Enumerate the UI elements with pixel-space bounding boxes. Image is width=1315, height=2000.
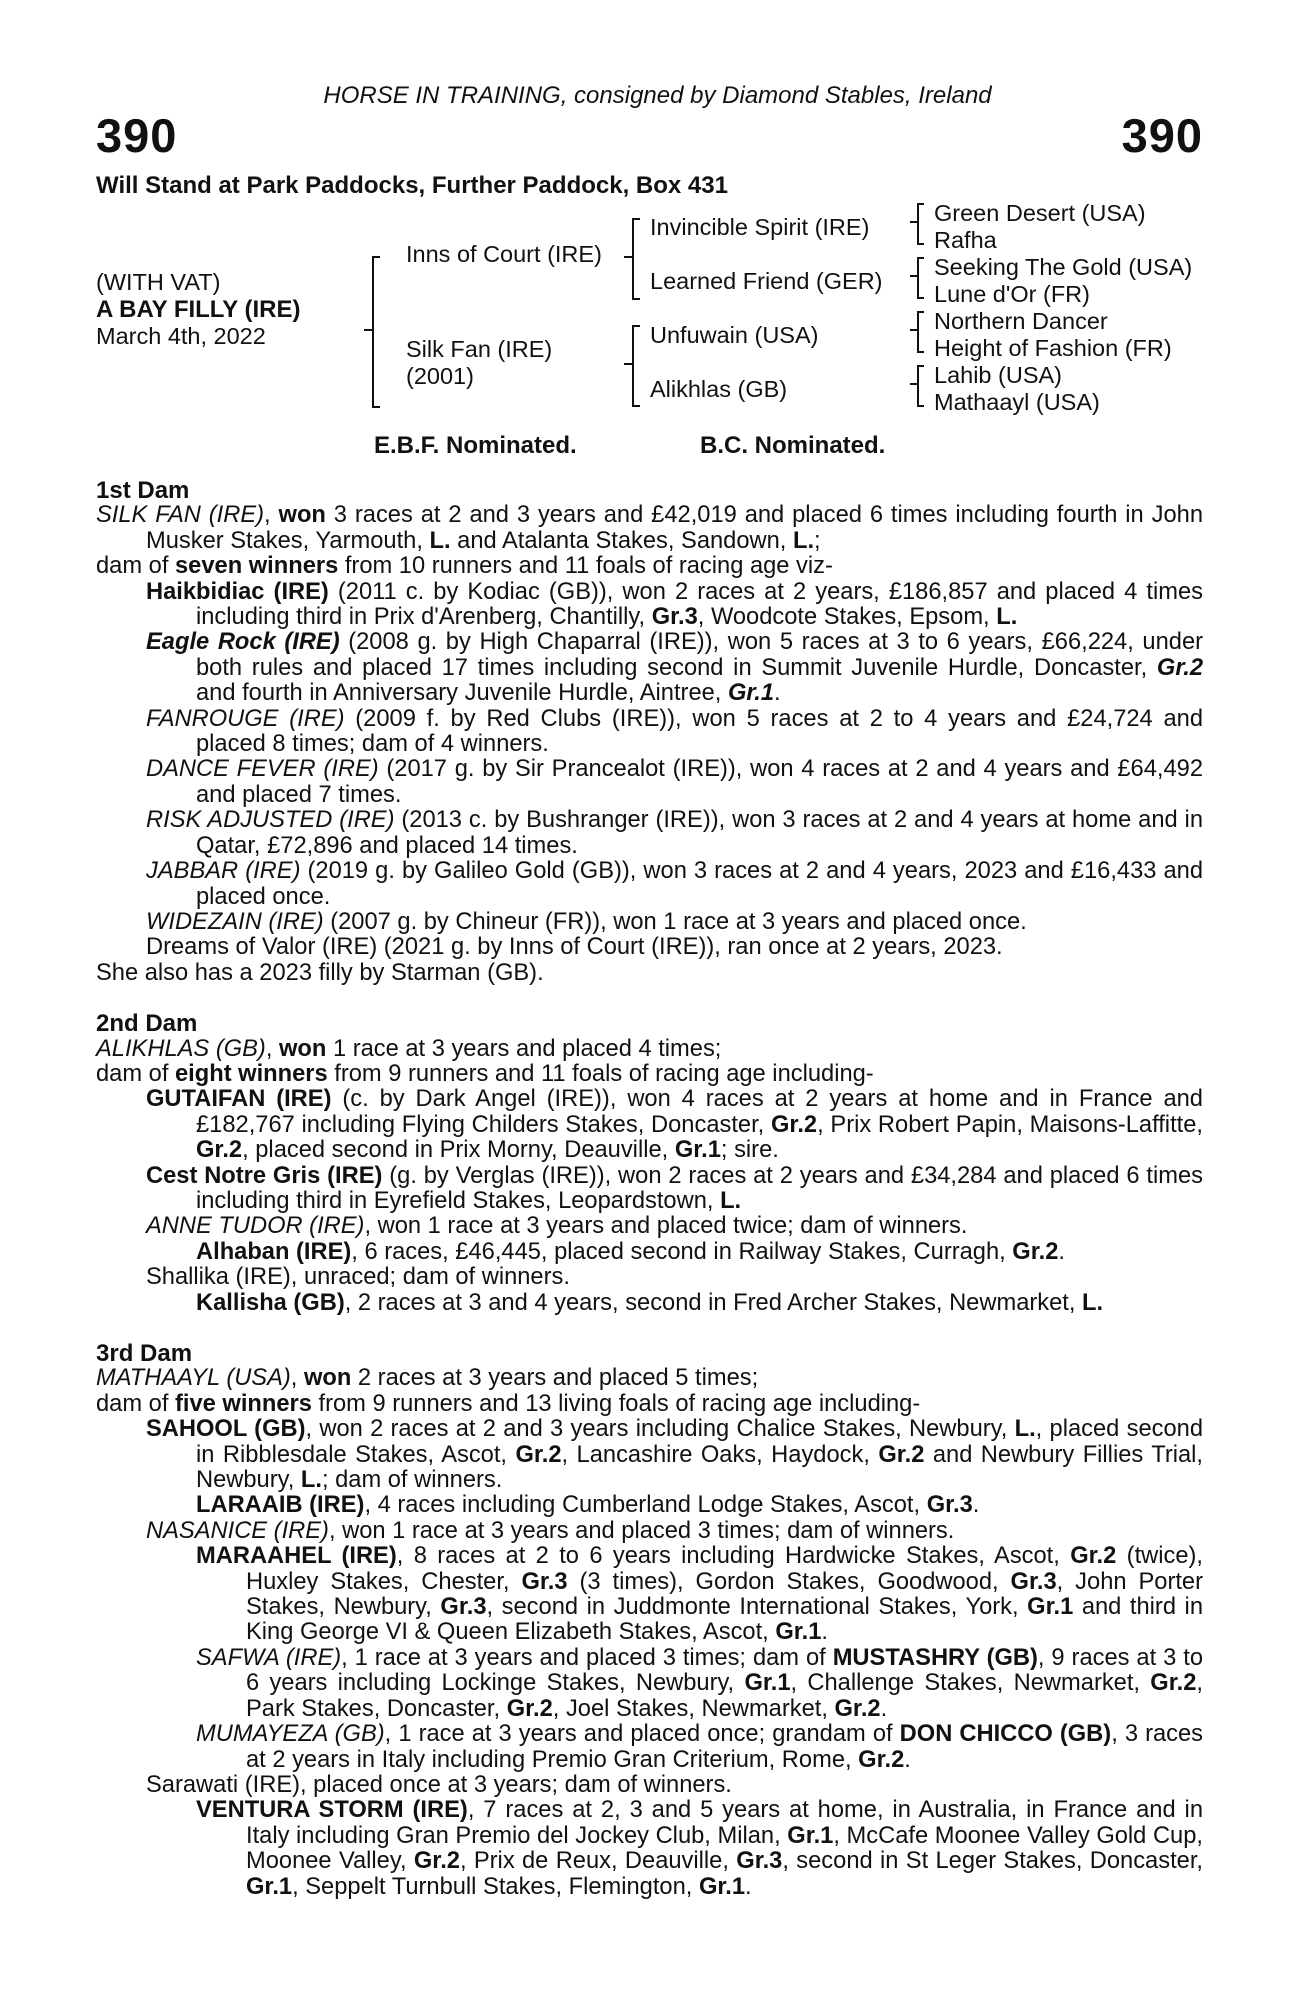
produce-laraaib: LARAAIB (IRE), 4 races including Cumberland Lodge Stakes, Ascot, Gr.3. — [196, 1492, 980, 1519]
pedigree-bracket-sire-tip — [624, 256, 632, 258]
pedigree-bracket-main-tip — [364, 329, 372, 331]
pedigree-gg6: Height of Fashion (FR) — [934, 335, 1172, 361]
produce-fanrouge: FANROUGE (IRE) (2009 f. by Red Clubs (IRE)), won 5 races at 2 to 4 years and £24,724 and placed 8 times; dam of 4 winners. — [146, 705, 1204, 758]
pedigree-dam-year: (2001) — [406, 363, 474, 389]
pedigree-dam-dam: Alikhlas (GB) — [650, 376, 788, 402]
produce-record — [96, 478, 1203, 1900]
produce-safwa: SAFWA (IRE), 1 race at 3 years and placed 3 times; dam of MUSTASHRY (GB), 9 races at 3 to 6 years including Lockinge Stakes, Newbury, Gr.1, Challenge Stakes, Newmarket, Gr.2, Park Stakes, Doncaster, Gr.2, Joel Stakes, Newmarket, Gr.2. — [196, 1644, 1203, 1722]
produce-sarawati: Sarawati (IRE), placed once at 3 years; dam of winners. — [146, 1771, 732, 1798]
second-dam-heading: 2nd Dam — [96, 1010, 198, 1038]
pedigree-bracket-g2-tip — [910, 275, 917, 277]
pedigree-gg8: Mathaayl (USA) — [934, 389, 1100, 415]
produce-cest-notre-gris: Cest Notre Gris (IRE) (g. by Verglas (IRE)), won 2 races at 2 years and £34,284 and placed 6 times including third in Eyrefield Stakes, Leopardstown, L. — [146, 1162, 1203, 1214]
first-dam-summary: dam of seven winners from 10 runners and 11 foals of racing age viz- — [96, 553, 833, 580]
produce-nasanice: NASANICE (IRE), won 1 race at 3 years and placed 3 times; dam of winners. — [146, 1517, 955, 1544]
pedigree-gg3: Seeking The Gold (USA) — [934, 254, 1193, 280]
produce-anne-tudor: ANNE TUDOR (IRE), won 1 race at 3 years and placed twice; dam of winners. — [146, 1213, 968, 1240]
third-dam-heading: 3rd Dam — [96, 1340, 193, 1367]
produce-maraahel: MARAAHEL (IRE), 8 races at 2 to 6 years including Hardwicke Stakes, Ascot, Gr.2 (twice), Huxley Stakes, Chester, Gr.3 (3 times), Gordon Stakes, Goodwood, Gr.3, John Porter Stakes, Newbury, Gr.3, second in Juddmonte International Stakes, York, Gr.1 and third in King George VI & Queen Elizabeth Stakes, Ascot, Gr.1. — [196, 1543, 1204, 1646]
pedigree-bracket-dam — [632, 325, 640, 407]
pedigree-bracket-g3-tip — [910, 329, 917, 331]
pedigree-bracket-main — [372, 256, 380, 408]
produce-gutaifan: GUTAIFAN (IRE) (c. by Dark Angel (IRE)), won 4 races at 2 years at home and in France and £182,767 including Flying Childers Stakes, Doncaster, Gr.2, Prix Robert Papin, Maisons-Laffitte, Gr.2, placed second in Prix Morny, Deauville, Gr.1; sire. — [146, 1086, 1203, 1164]
produce-kallisha: Kallisha (GB), 2 races at 3 and 4 years, second in Fred Archer Stakes, Newmarket, L. — [196, 1289, 1104, 1316]
produce-risk-adjusted: RISK ADJUSTED (IRE) (2013 c. by Bushranger (IRE)), won 3 races at 2 and 4 years at home and in Qatar, £72,896 and placed 14 times. — [146, 807, 1203, 859]
bc-nominated: B.C. Nominated. — [700, 432, 886, 459]
lot-number-left: 390 — [96, 109, 178, 162]
pedigree-bracket-g4-tip — [910, 383, 917, 385]
first-dam-entry: SILK FAN (IRE), won 3 races at 2 and 3 years and £42,019 and placed 6 times including fourth in John Musker Stakes, Yarmouth, L. and Atalanta Stakes, Sandown, L.; — [96, 502, 1203, 554]
stand-location: Will Stand at Park Paddocks, Further Paddock, Box 431 — [96, 172, 728, 199]
ebf-nominated: E.B.F. Nominated. — [374, 432, 577, 459]
pedigree-bracket-g3 — [917, 311, 924, 353]
pedigree-bracket-g2 — [917, 257, 924, 299]
pedigree-bracket-g1 — [917, 203, 924, 245]
produce-eagle-rock: Eagle Rock (IRE) (2008 g. by High Chaparral (IRE)), won 5 races at 3 to 6 years, £66,224, under both rules and placed 17 times including second in Summit Juvenile Hurdle, Doncaster, Gr.2 and fourth in Anniversary Juvenile Hurdle, Aintree, Gr.1. — [146, 629, 1204, 707]
horse-name: A BAY FILLY (IRE) — [96, 296, 301, 323]
second-dam-entry: ALIKHLAS (GB), won 1 race at 3 years and placed 4 times; — [96, 1035, 722, 1062]
pedigree-sire: Inns of Court (IRE) — [406, 241, 602, 267]
produce-dance-fever: DANCE FEVER (IRE) (2017 g. by Sir Prancealot (IRE)), won 4 races at 2 and 4 years and £64,492 and placed 7 times. — [146, 756, 1203, 808]
produce-jabbar: JABBAR (IRE) (2019 g. by Galileo Gold (GB)), won 3 races at 2 and 4 years, 2023 and £16,433 and placed once. — [146, 858, 1203, 910]
produce-mumayeza: MUMAYEZA (GB), 1 race at 3 years and placed once; grandam of DON CHICCO (GB), 3 races at 2 years in Italy including Premio Gran Criterium, Rome, Gr.2. — [196, 1721, 1204, 1773]
second-dam-summary: dam of eight winners from 9 runners and 11 foals of racing age including- — [96, 1060, 874, 1087]
pedigree-bracket-dam-tip — [624, 363, 632, 365]
pedigree-bracket-sire — [632, 218, 640, 300]
produce-dreams-of-valor: Dreams of Valor (IRE) (2021 g. by Inns of Court (IRE)), ran once at 2 years, 2023. — [146, 934, 1003, 961]
horse-dob: March 4th, 2022 — [96, 323, 266, 349]
pedigree-gg2: Rafha — [934, 227, 997, 253]
pedigree-bracket-g4 — [917, 365, 924, 407]
pedigree-sire-sire: Invincible Spirit (IRE) — [650, 214, 870, 240]
produce-sahool: SAHOOL (GB), won 2 races at 2 and 3 years including Chalice Stakes, Newbury, L., placed second in Ribblesdale Stakes, Ascot, Gr.2, Lancashire Oaks, Haydock, Gr.2 and Newbury Fillies Trial, Newbury, L.; dam of winners. — [146, 1416, 1203, 1494]
produce-ventura-storm: VENTURA STORM (IRE), 7 races at 2, 3 and 5 years at home, in Australia, in France and in Italy including Gran Premio del Jockey Club, Milan, Gr.1, McCafe Moonee Valley Gold Cup, Moonee Valley, Gr.2, Prix de Reux, Deauville, Gr.3, second in St Leger Stakes, Doncaster, Gr.1, Seppelt Turnbull Stakes, Flemington, Gr.1. — [196, 1797, 1203, 1900]
third-dam-entry: MATHAAYL (USA), won 2 races at 3 years and placed 5 times; — [96, 1365, 759, 1392]
pedigree-gg1: Green Desert (USA) — [934, 200, 1146, 226]
pedigree-gg4: Lune d'Or (FR) — [934, 281, 1090, 307]
pedigree-gg7: Lahib (USA) — [934, 362, 1062, 388]
pedigree-dam: Silk Fan (IRE) — [406, 336, 553, 362]
produce-shallika: Shallika (IRE), unraced; dam of winners. — [146, 1264, 570, 1291]
pedigree-bracket-g1-tip — [910, 221, 917, 223]
produce-haikbidiac: Haikbidiac (IRE) (2011 c. by Kodiac (GB)), won 2 races at 2 years, £186,857 and placed 4 times including third in Prix d'Arenberg, Chantilly, Gr.3, Woodcote Stakes, Epsom, L. — [146, 578, 1204, 631]
first-dam-heading: 1st Dam — [96, 477, 190, 504]
catalogue-header: HORSE IN TRAINING, consigned by Diamond Stables, Ireland — [323, 82, 992, 109]
produce-widezain: WIDEZAIN (IRE) (2007 g. by Chineur (FR)), won 1 race at 3 years and placed once. — [146, 908, 1027, 935]
pedigree-sire-dam: Learned Friend (GER) — [650, 268, 883, 294]
third-dam-summary: dam of five winners from 9 runners and 13 living foals of racing age including- — [96, 1390, 921, 1417]
pedigree-dam-sire: Unfuwain (USA) — [650, 322, 819, 348]
first-dam-note: She also has a 2023 filly by Starman (GB). — [96, 959, 544, 986]
vat-note: (WITH VAT) — [96, 269, 221, 295]
pedigree-gg5: Northern Dancer — [934, 308, 1108, 334]
lot-number-right: 390 — [1121, 109, 1203, 162]
produce-alhaban: Alhaban (IRE), 6 races, £46,445, placed second in Railway Stakes, Curragh, Gr.2. — [196, 1238, 1065, 1265]
